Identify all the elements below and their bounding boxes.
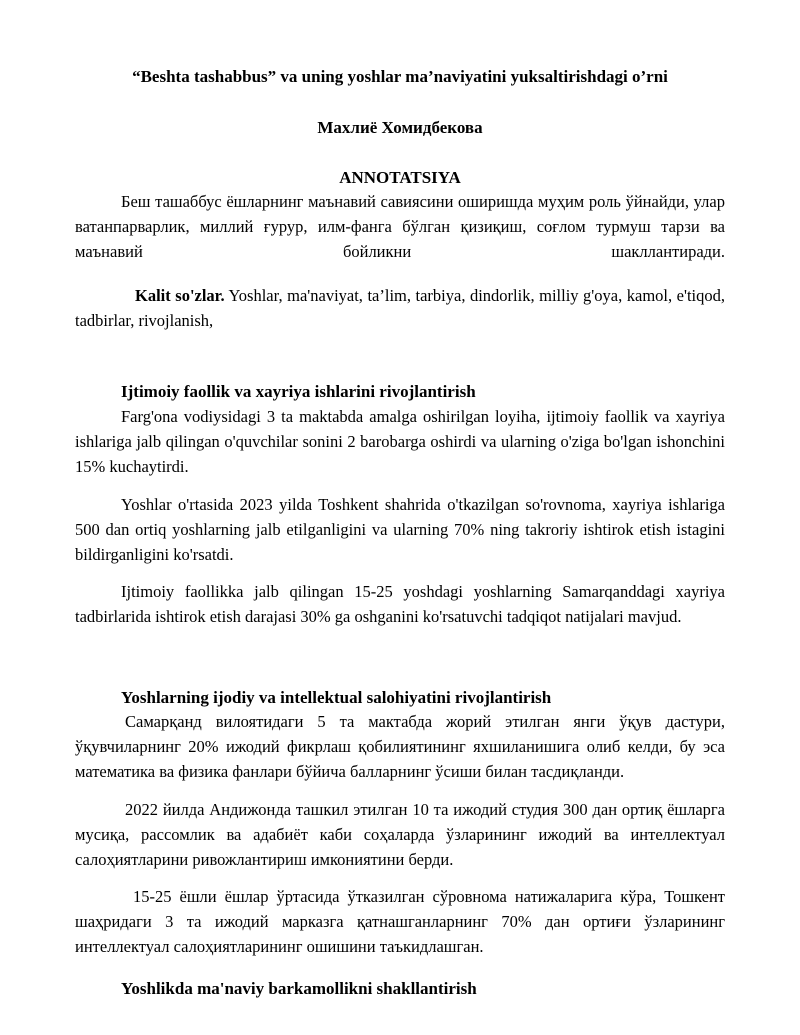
paper-title: “Beshta tashabbus” va uning yoshlar ma’naviyatini yuksaltirishdagi o’rni xyxy=(132,67,668,86)
section2-paragraph: Самарқанд вилоятидаги 5 та мактабда жорий этилган янги ўқув дастури, ўқувчиларнинг 20% ижодий фикрлаш қобилиятининг яхшиланишига олиб келди, бу эса математика ва физика фанлари бўйича балларнинг ўсиши билан тасдиқланди. xyxy=(75,712,725,781)
section1-paragraph: Yoshlar o'rtasida 2023 yilda Toshkent shahrida o'tkazilgan so'rovnoma, xayriya ishlariga 500 dan ortiq yoshlarning jalb etilganligini va ularning 70% ning takroriy ishtirok etish istagini bildirganligini ko'rsatdi. xyxy=(75,495,725,564)
keywords-paragraph xyxy=(75,283,725,333)
section1-paragraph: Ijtimoiy faollikka jalb qilingan 15-25 yoshdagi yoshlarning Samarqanddagi xayriya tadbirlarida ishtirok etish darajasi 30% ga oshganini ko'rsatuvchi tadqiqot natijalari mavjud. xyxy=(75,582,725,626)
keywords-label: Kalit so'zlar. xyxy=(135,286,225,305)
section-heading-social-activity: Ijtimoiy faollik va xayriya ishlarini rivojlantirish xyxy=(121,382,476,401)
abstract-paragraph: Беш ташаббус ёшларнинг маънавий савиясини оширишда муҳим роль ўйнайди, улар ватанпарварлик, миллий ғурур, илм-фанга бўлган қизиқиш, соғлом турмуш тарзи ва маънавий бойликни шакллантиради. xyxy=(75,192,725,261)
section2-paragraph: 15-25 ёшли ёшлар ўртасида ўтказилган сўровнома натижаларига кўра, Тошкент шаҳридаги 3 та ижодий марказга қатнашганларнинг 70% дан ортиғи ўзларининг интеллектуал салоҳиятларининг ошишини таъкидлашган. xyxy=(75,887,725,956)
keywords-text: Yoshlar, ma'naviyat, ta’lim, tarbiya, dindorlik, milliy g'oya, kamol, e'tiqod, tadbirlar, rivojlanish, xyxy=(75,286,725,330)
section-heading-spiritual-maturity: Yoshlikda ma'naviy barkamollikni shakllantirish xyxy=(121,979,477,998)
section-heading-creative-potential: Yoshlarning ijodiy va intellektual salohiyatini rivojlantirish xyxy=(121,688,552,707)
annotation-heading: ANNOTATSIYA xyxy=(339,168,461,187)
author-name: Махлиё Хомидбекова xyxy=(317,118,483,137)
section1-paragraph: Farg'ona vodiysidagi 3 ta maktabda amalga oshirilgan loyiha, ijtimoiy faollik va xayriya ishlariga jalb qilingan o'quvchilar sonini 2 barobarga oshirdi va ularning o'ziga bo'lgan ishonchini 15% kuchaytirdi. xyxy=(75,407,725,476)
section2-paragraph: 2022 йилда Андижонда ташкил этилган 10 та ижодий студия 300 дан ортиқ ёшларга мусиқа, рассомлик ва адабиёт каби соҳаларда ўзларининг ижодий ва интеллектуал салоҳиятларини ривожлантириш имкониятини берди. xyxy=(75,800,725,869)
